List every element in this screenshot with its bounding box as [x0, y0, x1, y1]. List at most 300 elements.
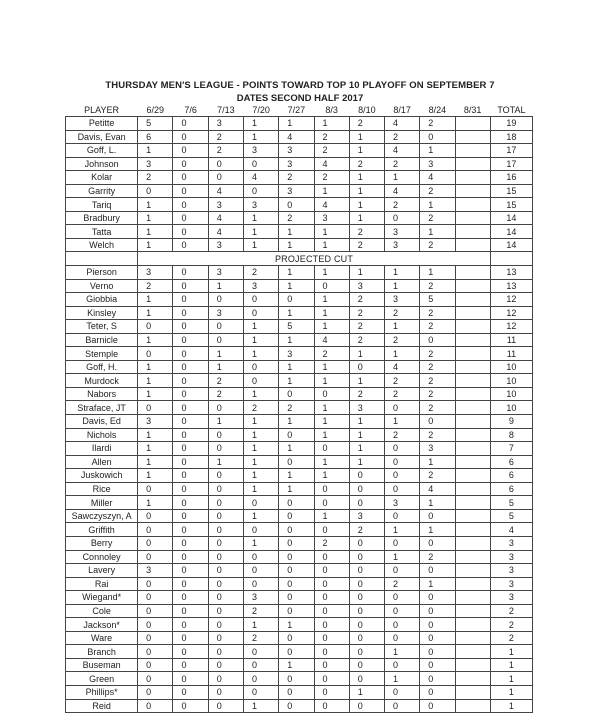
- player-name: Cole: [66, 604, 138, 618]
- player-row: [66, 211, 533, 225]
- points-cell: 1: [138, 374, 173, 388]
- points-cell: [455, 496, 490, 510]
- points-cell: 1: [138, 198, 173, 212]
- points-cell: [455, 387, 490, 401]
- remaining-rows: [66, 266, 533, 713]
- points-cell: 0: [208, 482, 243, 496]
- points-cell: 2: [349, 306, 384, 320]
- points-cell: 1: [420, 225, 455, 239]
- points-cell: 0: [314, 577, 349, 591]
- points-cell: 0: [349, 360, 384, 374]
- points-cell: 0: [314, 672, 349, 686]
- points-cell: 0: [279, 699, 314, 713]
- points-cell: 4: [385, 144, 420, 158]
- points-cell: 1: [314, 509, 349, 523]
- points-cell: 0: [243, 496, 278, 510]
- points-cell: 0: [173, 604, 208, 618]
- player-row: [66, 536, 533, 550]
- points-cell: 1: [314, 225, 349, 239]
- total-cell: 18: [490, 130, 532, 144]
- points-cell: 0: [208, 509, 243, 523]
- total-column-header: TOTAL: [497, 104, 526, 115]
- points-cell: 1: [385, 279, 420, 293]
- total-cell: 3: [490, 564, 532, 578]
- points-cell: 0: [420, 685, 455, 699]
- player-row: [66, 401, 533, 415]
- player-row: [66, 699, 533, 713]
- points-cell: 0: [173, 347, 208, 361]
- points-cell: 1: [279, 306, 314, 320]
- points-cell: 0: [173, 591, 208, 605]
- points-cell: 4: [385, 184, 420, 198]
- points-cell: 0: [243, 306, 278, 320]
- points-cell: 0: [208, 536, 243, 550]
- total-cell: 14: [490, 238, 532, 252]
- points-cell: 1: [243, 618, 278, 632]
- points-cell: 0: [173, 144, 208, 158]
- points-cell: 0: [243, 577, 278, 591]
- points-cell: 0: [173, 442, 208, 456]
- points-cell: 1: [279, 279, 314, 293]
- total-cell: 5: [490, 496, 532, 510]
- points-cell: 1: [385, 171, 420, 185]
- points-cell: 1: [314, 117, 349, 131]
- points-cell: 1: [138, 144, 173, 158]
- points-cell: 3: [349, 279, 384, 293]
- player-name: Lavery: [66, 564, 138, 578]
- total-cell: 17: [490, 144, 532, 158]
- points-cell: 0: [208, 672, 243, 686]
- player-row: [66, 591, 533, 605]
- points-cell: 2: [314, 171, 349, 185]
- points-cell: 1: [138, 225, 173, 239]
- points-cell: 3: [138, 266, 173, 280]
- points-cell: 0: [138, 184, 173, 198]
- points-cell: [455, 225, 490, 239]
- points-cell: [455, 144, 490, 158]
- points-cell: 2: [385, 198, 420, 212]
- points-cell: 0: [243, 523, 278, 537]
- date-column-header: 8/24: [428, 104, 447, 115]
- points-cell: 3: [420, 442, 455, 456]
- points-cell: 2: [314, 347, 349, 361]
- points-cell: 0: [173, 550, 208, 564]
- points-cell: 3: [279, 144, 314, 158]
- points-cell: 0: [314, 699, 349, 713]
- total-cell: 6: [490, 455, 532, 469]
- points-cell: 0: [314, 496, 349, 510]
- player-row: [66, 645, 533, 659]
- cut-divider: [66, 252, 533, 266]
- points-cell: 3: [279, 157, 314, 171]
- points-cell: [455, 631, 490, 645]
- player-row: [66, 523, 533, 537]
- points-cell: 0: [349, 591, 384, 605]
- player-name: Davis, Ed: [66, 415, 138, 429]
- player-name: Ilardi: [66, 442, 138, 456]
- points-cell: 1: [243, 699, 278, 713]
- points-cell: 2: [279, 211, 314, 225]
- points-cell: 0: [349, 631, 384, 645]
- points-cell: 1: [314, 306, 349, 320]
- points-cell: 3: [208, 198, 243, 212]
- points-cell: 1: [279, 117, 314, 131]
- points-cell: [455, 482, 490, 496]
- points-cell: [455, 157, 490, 171]
- points-cell: 0: [385, 658, 420, 672]
- points-cell: 0: [173, 387, 208, 401]
- player-name: Goff, H.: [66, 360, 138, 374]
- points-cell: 0: [349, 645, 384, 659]
- points-cell: 2: [385, 333, 420, 347]
- points-cell: 0: [385, 509, 420, 523]
- points-cell: 1: [208, 279, 243, 293]
- points-cell: 2: [349, 320, 384, 334]
- points-cell: 0: [173, 496, 208, 510]
- points-cell: 0: [138, 645, 173, 659]
- total-cell: 11: [490, 333, 532, 347]
- points-cell: 1: [138, 387, 173, 401]
- points-cell: 0: [314, 442, 349, 456]
- points-cell: 0: [314, 685, 349, 699]
- points-cell: 2: [208, 144, 243, 158]
- points-cell: [455, 401, 490, 415]
- points-cell: 0: [420, 618, 455, 632]
- points-cell: 0: [279, 293, 314, 307]
- points-cell: 0: [349, 672, 384, 686]
- player-row: [66, 455, 533, 469]
- points-cell: 1: [138, 360, 173, 374]
- points-cell: 6: [138, 130, 173, 144]
- points-cell: 1: [420, 455, 455, 469]
- points-cell: 0: [243, 550, 278, 564]
- points-cell: 0: [208, 333, 243, 347]
- points-cell: [455, 469, 490, 483]
- points-cell: [455, 333, 490, 347]
- date-column-header: 8/31: [463, 104, 482, 115]
- points-cell: 0: [349, 469, 384, 483]
- points-cell: 0: [314, 645, 349, 659]
- points-cell: 1: [138, 496, 173, 510]
- total-cell: 3: [490, 577, 532, 591]
- points-cell: [455, 658, 490, 672]
- points-cell: 1: [279, 225, 314, 239]
- player-name: Garrity: [66, 184, 138, 198]
- player-name: Davis, Evan: [66, 130, 138, 144]
- points-cell: 0: [314, 658, 349, 672]
- total-cell: 3: [490, 591, 532, 605]
- points-cell: [455, 320, 490, 334]
- points-cell: 4: [420, 482, 455, 496]
- points-cell: 4: [279, 130, 314, 144]
- points-cell: [455, 279, 490, 293]
- points-cell: 2: [385, 387, 420, 401]
- points-cell: 0: [420, 645, 455, 659]
- points-cell: 0: [243, 685, 278, 699]
- player-row: [66, 225, 533, 239]
- player-name: Kolar: [66, 171, 138, 185]
- points-cell: 0: [208, 496, 243, 510]
- top-ten-rows: [66, 117, 533, 252]
- points-cell: 1: [138, 455, 173, 469]
- points-cell: 0: [173, 631, 208, 645]
- points-cell: [455, 415, 490, 429]
- points-cell: 1: [243, 333, 278, 347]
- points-cell: 3: [349, 401, 384, 415]
- points-cell: 0: [420, 658, 455, 672]
- player-row: [66, 604, 533, 618]
- points-cell: 0: [173, 415, 208, 429]
- points-cell: 2: [243, 401, 278, 415]
- points-cell: [455, 591, 490, 605]
- points-cell: 2: [420, 360, 455, 374]
- points-cell: 0: [279, 428, 314, 442]
- player-name: Connoley: [66, 550, 138, 564]
- points-cell: 0: [420, 699, 455, 713]
- points-cell: 2: [138, 171, 173, 185]
- points-cell: 3: [349, 509, 384, 523]
- points-cell: 0: [208, 564, 243, 578]
- points-cell: 0: [138, 631, 173, 645]
- points-cell: 0: [349, 496, 384, 510]
- player-row: [66, 130, 533, 144]
- player-name: Giobbia: [66, 293, 138, 307]
- points-cell: 0: [173, 672, 208, 686]
- player-name: Rice: [66, 482, 138, 496]
- points-cell: 0: [314, 523, 349, 537]
- points-cell: 0: [173, 482, 208, 496]
- player-name: Berry: [66, 536, 138, 550]
- points-cell: 1: [243, 225, 278, 239]
- total-cell: 10: [490, 387, 532, 401]
- points-cell: 1: [420, 266, 455, 280]
- points-cell: 2: [349, 293, 384, 307]
- player-name: Wiegand*: [66, 591, 138, 605]
- points-cell: 0: [385, 591, 420, 605]
- points-cell: 0: [138, 536, 173, 550]
- points-cell: 0: [173, 130, 208, 144]
- player-name: Phillips*: [66, 685, 138, 699]
- points-cell: 2: [138, 279, 173, 293]
- points-cell: 0: [385, 618, 420, 632]
- points-cell: 1: [314, 469, 349, 483]
- points-cell: 3: [138, 157, 173, 171]
- points-cell: 0: [173, 428, 208, 442]
- total-cell: 14: [490, 211, 532, 225]
- points-cell: 1: [279, 482, 314, 496]
- points-cell: 0: [138, 658, 173, 672]
- player-row: [66, 184, 533, 198]
- player-name: Branch: [66, 645, 138, 659]
- page-title: THURSDAY MEN'S LEAGUE - POINTS TOWARD TOP 10 PLAYOFF ON SEPTEMBER 7: [105, 80, 495, 91]
- points-cell: 0: [208, 442, 243, 456]
- points-cell: [455, 117, 490, 131]
- points-cell: 0: [385, 564, 420, 578]
- points-cell: 2: [349, 523, 384, 537]
- points-cell: 2: [385, 428, 420, 442]
- points-cell: 0: [173, 699, 208, 713]
- points-cell: 0: [349, 536, 384, 550]
- total-cell: 4: [490, 523, 532, 537]
- points-cell: 0: [173, 293, 208, 307]
- date-column-header: 7/13: [217, 104, 235, 115]
- total-cell: 3: [490, 536, 532, 550]
- points-cell: 2: [314, 130, 349, 144]
- points-cell: 0: [420, 509, 455, 523]
- projected-cut-label: PROJECTED CUT: [138, 252, 491, 266]
- points-cell: 3: [385, 293, 420, 307]
- points-cell: 4: [385, 117, 420, 131]
- points-cell: 0: [173, 577, 208, 591]
- points-cell: 0: [173, 360, 208, 374]
- points-cell: 0: [138, 523, 173, 537]
- points-cell: 2: [314, 536, 349, 550]
- points-cell: 0: [173, 509, 208, 523]
- points-cell: 3: [420, 157, 455, 171]
- points-cell: 3: [243, 198, 278, 212]
- points-cell: 2: [208, 130, 243, 144]
- points-cell: 0: [385, 455, 420, 469]
- points-cell: 0: [138, 347, 173, 361]
- points-cell: 1: [349, 428, 384, 442]
- points-cell: 4: [314, 157, 349, 171]
- player-row: [66, 238, 533, 252]
- total-cell: 8: [490, 428, 532, 442]
- points-cell: 2: [420, 469, 455, 483]
- player-name: Ware: [66, 631, 138, 645]
- points-cell: 3: [385, 238, 420, 252]
- total-cell: 10: [490, 374, 532, 388]
- points-cell: 2: [420, 401, 455, 415]
- points-cell: 0: [138, 401, 173, 415]
- points-cell: 2: [208, 374, 243, 388]
- points-cell: 2: [420, 347, 455, 361]
- points-cell: 0: [208, 320, 243, 334]
- total-cell: 10: [490, 360, 532, 374]
- total-cell: 17: [490, 157, 532, 171]
- player-row: [66, 550, 533, 564]
- player-row: [66, 415, 533, 429]
- points-cell: 1: [243, 238, 278, 252]
- points-cell: 0: [173, 523, 208, 537]
- points-cell: 0: [173, 645, 208, 659]
- points-cell: [455, 685, 490, 699]
- points-cell: [455, 442, 490, 456]
- points-cell: 2: [385, 577, 420, 591]
- total-cell: 6: [490, 469, 532, 483]
- points-cell: [455, 550, 490, 564]
- points-cell: 1: [314, 293, 349, 307]
- points-cell: 2: [279, 171, 314, 185]
- points-cell: 1: [385, 550, 420, 564]
- points-cell: 0: [314, 279, 349, 293]
- points-cell: 1: [243, 509, 278, 523]
- page-subtitle: DATES SECOND HALF 2017: [236, 93, 364, 104]
- points-cell: 0: [349, 564, 384, 578]
- points-cell: 3: [138, 564, 173, 578]
- points-cell: 0: [208, 591, 243, 605]
- points-cell: 0: [138, 604, 173, 618]
- total-cell: 13: [490, 279, 532, 293]
- points-cell: 1: [279, 415, 314, 429]
- player-name: Green: [66, 672, 138, 686]
- points-cell: 3: [208, 238, 243, 252]
- points-cell: 0: [208, 631, 243, 645]
- points-cell: 0: [173, 536, 208, 550]
- player-name: Murdock: [66, 374, 138, 388]
- points-cell: [455, 211, 490, 225]
- points-cell: 1: [138, 442, 173, 456]
- points-cell: 1: [314, 266, 349, 280]
- points-cell: 2: [420, 387, 455, 401]
- player-name: Nabors: [66, 387, 138, 401]
- points-cell: 1: [208, 415, 243, 429]
- points-cell: 2: [314, 144, 349, 158]
- total-cell: 10: [490, 401, 532, 415]
- total-cell: 2: [490, 618, 532, 632]
- date-column-header: 7/20: [252, 104, 270, 115]
- points-cell: 1: [243, 536, 278, 550]
- player-name: Teter, S: [66, 320, 138, 334]
- points-cell: 0: [314, 482, 349, 496]
- points-cell: 0: [173, 306, 208, 320]
- points-cell: 2: [349, 387, 384, 401]
- points-cell: 2: [420, 117, 455, 131]
- points-cell: 0: [279, 523, 314, 537]
- points-cell: 2: [420, 306, 455, 320]
- points-cell: 1: [243, 428, 278, 442]
- points-cell: 0: [385, 482, 420, 496]
- points-cell: 0: [208, 523, 243, 537]
- points-cell: 0: [349, 577, 384, 591]
- points-cell: 4: [208, 184, 243, 198]
- points-cell: 2: [279, 401, 314, 415]
- points-cell: 3: [208, 266, 243, 280]
- points-cell: [455, 171, 490, 185]
- points-cell: [455, 184, 490, 198]
- points-cell: 1: [349, 171, 384, 185]
- points-cell: 1: [349, 144, 384, 158]
- player-row: [66, 157, 533, 171]
- points-cell: 0: [349, 699, 384, 713]
- total-cell: 15: [490, 198, 532, 212]
- points-cell: 3: [243, 144, 278, 158]
- points-cell: 1: [243, 387, 278, 401]
- date-column-header: 7/27: [287, 104, 306, 115]
- total-cell: 14: [490, 225, 532, 239]
- date-column-header: 7/6: [184, 104, 197, 115]
- total-cell: 1: [490, 658, 532, 672]
- total-cell: 12: [490, 293, 532, 307]
- player-row: [66, 360, 533, 374]
- player-name: Welch: [66, 238, 138, 252]
- points-cell: 0: [279, 564, 314, 578]
- points-cell: 3: [279, 347, 314, 361]
- points-cell: 0: [173, 658, 208, 672]
- points-cell: 2: [420, 374, 455, 388]
- player-name: Stemple: [66, 347, 138, 361]
- points-cell: 0: [420, 591, 455, 605]
- points-cell: 1: [279, 374, 314, 388]
- points-cell: [455, 428, 490, 442]
- points-cell: [455, 672, 490, 686]
- points-cell: 0: [314, 550, 349, 564]
- points-cell: 0: [138, 550, 173, 564]
- points-cell: 0: [173, 117, 208, 131]
- points-cell: 1: [208, 360, 243, 374]
- points-cell: 0: [173, 266, 208, 280]
- points-cell: 0: [208, 604, 243, 618]
